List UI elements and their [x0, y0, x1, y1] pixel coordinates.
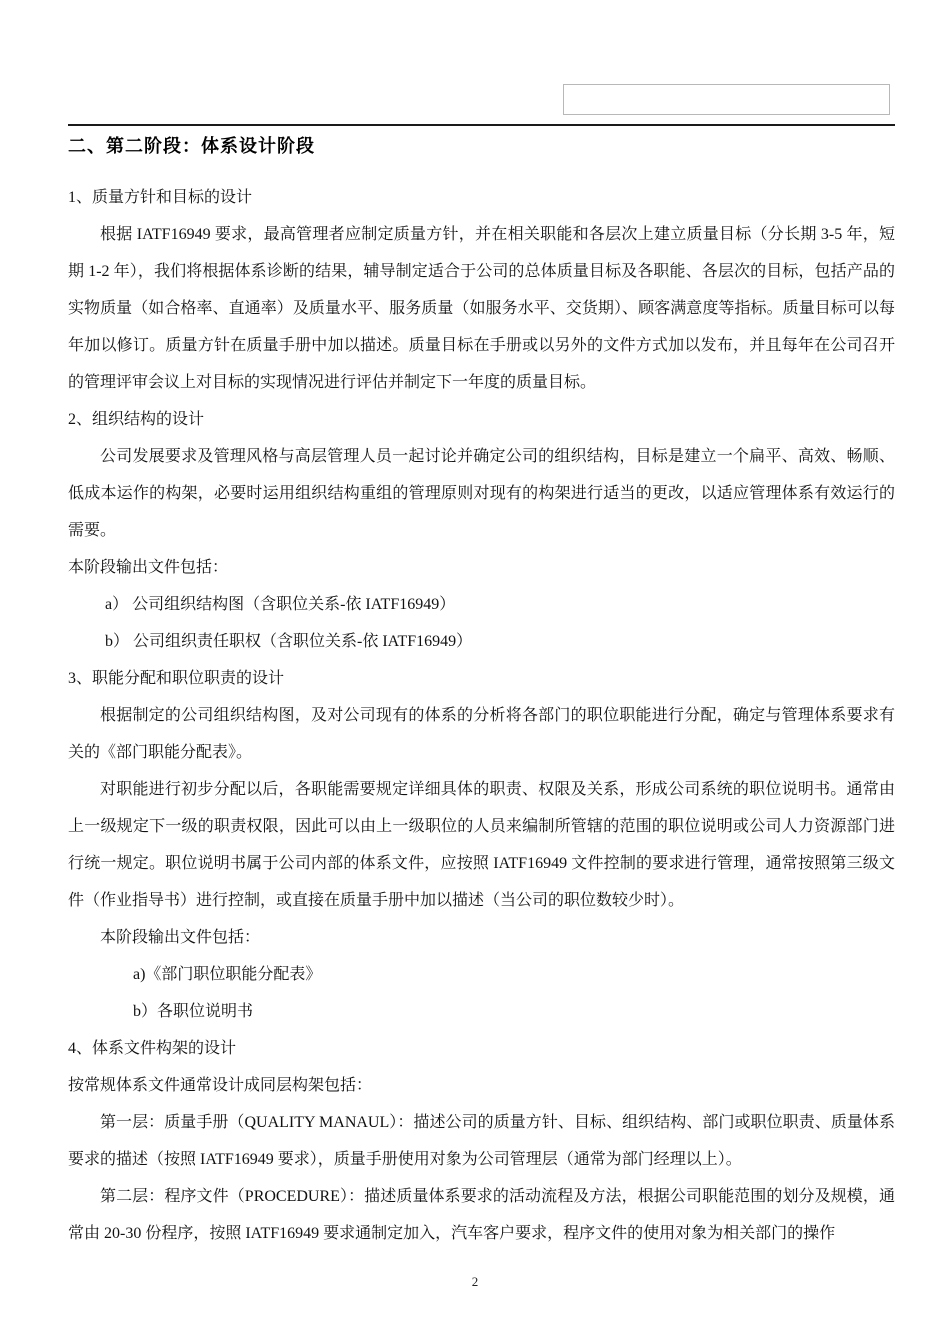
- section-1-heading: 1、质量方针和目标的设计: [68, 189, 253, 206]
- document-body: [68, 179, 895, 1252]
- paragraph: 本阶段输出文件包括：: [68, 559, 229, 576]
- page-title: 二、第二阶段：体系设计阶段: [68, 136, 315, 156]
- paragraph: 本阶段输出文件包括：: [100, 929, 261, 946]
- paragraph: 根据制定的公司组织结构图，及对公司现有的体系的分析将各部门的职位职能进行分配，确定与管理体系要求有关的《部门职能分配表》。: [68, 707, 895, 761]
- section-4-heading: 4、体系文件构架的设计: [68, 1040, 237, 1057]
- page-number: 2: [471, 1274, 479, 1289]
- section-3-heading: 3、职能分配和职位职责的设计: [68, 670, 285, 687]
- section-2-heading: 2、组织结构的设计: [68, 411, 205, 428]
- paragraph: 第一层：质量手册（QUALITY MANAUL）：描述公司的质量方针、目标、组织结构、部门或职位职责、质量体系要求的描述（按照 IATF16949 要求），质量手册使用对象为公司管理层（通常为部门经理以上）。: [68, 1114, 895, 1168]
- paragraph: 对职能进行初步分配以后，各职能需要规定详细具体的职责、权限及关系，形成公司系统的职位说明书。通常由上一级规定下一级的职责权限，因此可以由上一级职位的人员来编制所管辖的范围的职位说明或公司人力资源部门进行统一规定。职位说明书属于公司内部的体系文件，应按照 IATF16949 文件控制的要求进行管理，通常按照第三级文件（作业指导书）进行控制，或直接在质量手册中加以描述（当公司的职位数较少时）。: [68, 781, 895, 909]
- paragraph: 按常规体系文件通常设计成同层构架包括：: [68, 1077, 373, 1094]
- list-item-a: a） 公司组织结构图（含职位关系-依 IATF16949）: [105, 596, 456, 613]
- list-item-b: b）各职位说明书: [133, 1003, 254, 1020]
- paragraph: 第二层：程序文件（PROCEDURE）：描述质量体系要求的活动流程及方法，根据公司职能范围的划分及规模，通常由 20-30 份程序，按照 IATF16949 要求通制定加入，汽车客户要求，程序文件的使用对象为相关部门的操作: [68, 1188, 895, 1242]
- list-item-a: a)《部门职位职能分配表》: [133, 966, 322, 983]
- header-text-frame: [563, 84, 890, 115]
- page-footer: [0, 1274, 950, 1290]
- paragraph: 根据 IATF16949 要求，最高管理者应制定质量方针，并在相关职能和各层次上建立质量目标（分长期 3-5 年，短期 1-2 年），我们将根据体系诊断的结果，辅导制定适合于公司的总体质量目标及各职能、各层次的目标，包括产品的实物质量（如合格率、直通率）及质量水平、服务质量（如服务水平、交货期）、顾客满意度等指标。质量目标可以每年加以修订。质量方针在质量手册中加以描述。质量目标在手册或以另外的文件方式加以发布，并且每年在公司召开的管理评审会议上对目标的实现情况进行评估并制定下一年度的质量目标。: [68, 226, 895, 391]
- paragraph: 公司发展要求及管理风格与高层管理人员一起讨论并确定公司的组织结构，目标是建立一个扁平、高效、畅顺、低成本运作的构架，必要时运用组织结构重组的管理原则对现有的构架进行适当的更改，以适应管理体系有效运行的需要。: [68, 448, 895, 539]
- list-item-b: b） 公司组织责任职权（含职位关系-依 IATF16949）: [105, 633, 473, 650]
- header-rule: [68, 124, 895, 126]
